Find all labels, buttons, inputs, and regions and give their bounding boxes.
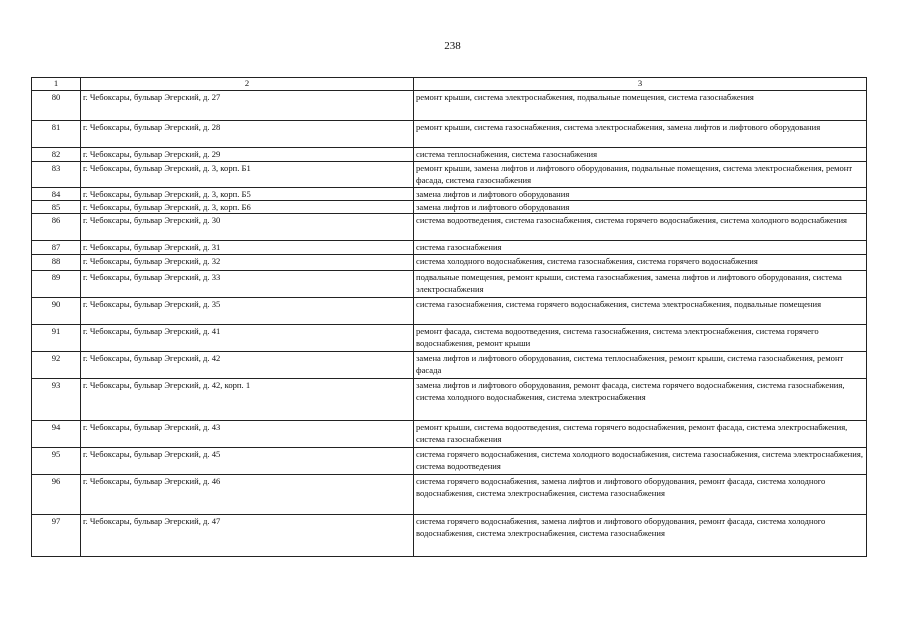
row-number-cell: 96 [32, 475, 81, 515]
address-cell: г. Чебоксары, бульвар Эгерский, д. 28 [81, 121, 414, 148]
address-cell: г. Чебоксары, бульвар Эгерский, д. 47 [81, 515, 414, 557]
address-cell: г. Чебоксары, бульвар Эгерский, д. 42, корп. 1 [81, 379, 414, 421]
column-header-address: 2 [81, 78, 414, 91]
row-number-cell: 93 [32, 379, 81, 421]
works-cell: система теплоснабжения, система газоснабжения [414, 148, 867, 162]
table-row [32, 475, 867, 515]
row-number-cell: 88 [32, 255, 81, 271]
page-number: 238 [444, 40, 461, 52]
row-number-cell: 94 [32, 421, 81, 448]
row-number-cell: 84 [32, 188, 81, 201]
address-cell: г. Чебоксары, бульвар Эгерский, д. 30 [81, 214, 414, 241]
address-cell: г. Чебоксары, бульвар Эгерский, д. 31 [81, 241, 414, 255]
row-number-cell: 80 [32, 91, 81, 121]
address-cell: г. Чебоксары, бульвар Эгерский, д. 46 [81, 475, 414, 515]
row-number-cell: 82 [32, 148, 81, 162]
row-number-cell: 92 [32, 352, 81, 379]
table-row [32, 214, 867, 241]
works-cell: система газоснабжения [414, 241, 867, 255]
address-cell: г. Чебоксары, бульвар Эгерский, д. 41 [81, 325, 414, 352]
row-number-cell: 97 [32, 515, 81, 557]
row-number-cell: 87 [32, 241, 81, 255]
works-cell: система горячего водоснабжения, замена лифтов и лифтового оборудования, ремонт фасада, система холодного водоснабжения, система электроснабжения, система газоснабжения [414, 475, 867, 515]
row-number-cell: 91 [32, 325, 81, 352]
works-cell: ремонт крыши, система водоотведения, система горячего водоснабжения, ремонт фасада, система электроснабжения, система газоснабжения [414, 421, 867, 448]
works-cell: ремонт крыши, замена лифтов и лифтового оборудования, подвальные помещения, система электроснабжения, ремонт фасада, система газоснабжения [414, 162, 867, 188]
table-row [32, 241, 867, 255]
table-row [32, 271, 867, 298]
address-cell: г. Чебоксары, бульвар Эгерский, д. 3, корп. Б1 [81, 162, 414, 188]
address-cell: г. Чебоксары, бульвар Эгерский, д. 35 [81, 298, 414, 325]
address-cell: г. Чебоксары, бульвар Эгерский, д. 3, корп. Б5 [81, 188, 414, 201]
works-cell: подвальные помещения, ремонт крыши, система газоснабжения, замена лифтов и лифтового оборудования, система электроснабжения [414, 271, 867, 298]
column-header-works: 3 [414, 78, 867, 91]
table-row [32, 448, 867, 475]
row-number-cell: 89 [32, 271, 81, 298]
address-cell: г. Чебоксары, бульвар Эгерский, д. 45 [81, 448, 414, 475]
works-cell: замена лифтов и лифтового оборудования, система теплоснабжения, ремонт крыши, система газоснабжения, ремонт фасада [414, 352, 867, 379]
row-number-cell: 95 [32, 448, 81, 475]
works-cell: система газоснабжения, система горячего водоснабжения, система электроснабжения, подвальные помещения [414, 298, 867, 325]
table-header [32, 78, 867, 91]
table-row [32, 298, 867, 325]
table-row [32, 421, 867, 448]
works-cell: система холодного водоснабжения, система газоснабжения, система горячего водоснабжения [414, 255, 867, 271]
address-cell: г. Чебоксары, бульвар Эгерский, д. 32 [81, 255, 414, 271]
table-row [32, 515, 867, 557]
table-row [32, 352, 867, 379]
works-cell: ремонт крыши, система газоснабжения, система электроснабжения, замена лифтов и лифтового оборудования [414, 121, 867, 148]
address-cell: г. Чебоксары, бульвар Эгерский, д. 43 [81, 421, 414, 448]
works-cell: ремонт крыши, система электроснабжения, подвальные помещения, система газоснабжения [414, 91, 867, 121]
table-row [32, 201, 867, 214]
table-row [32, 255, 867, 271]
table-row [32, 325, 867, 352]
column-header-number: 1 [32, 78, 81, 91]
works-cell: система водоотведения, система газоснабжения, система горячего водоснабжения, система холодного водоснабжения [414, 214, 867, 241]
works-cell: замена лифтов и лифтового оборудования [414, 201, 867, 214]
registry-table [31, 77, 867, 557]
table-row [32, 121, 867, 148]
header-row [32, 78, 867, 91]
address-cell: г. Чебоксары, бульвар Эгерский, д. 33 [81, 271, 414, 298]
table-row [32, 379, 867, 421]
works-cell: система горячего водоснабжения, система холодного водоснабжения, система газоснабжения, система электроснабжения, система водоотведения [414, 448, 867, 475]
table-row [32, 91, 867, 121]
works-cell: замена лифтов и лифтового оборудования [414, 188, 867, 201]
table-body [32, 91, 867, 557]
address-cell: г. Чебоксары, бульвар Эгерский, д. 3, корп. Б6 [81, 201, 414, 214]
works-cell: замена лифтов и лифтового оборудования, ремонт фасада, система горячего водоснабжения, система газоснабжения, система холодного водоснабжения, система электроснабжения [414, 379, 867, 421]
row-number-cell: 81 [32, 121, 81, 148]
table-row [32, 162, 867, 188]
row-number-cell: 85 [32, 201, 81, 214]
works-cell: ремонт фасада, система водоотведения, система газоснабжения, система электроснабжения, система горячего водоснабжения, ремонт крыши [414, 325, 867, 352]
row-number-cell: 83 [32, 162, 81, 188]
works-cell: система горячего водоснабжения, замена лифтов и лифтового оборудования, ремонт фасада, система холодного водоснабжения, система электроснабжения, система газоснабжения [414, 515, 867, 557]
address-cell: г. Чебоксары, бульвар Эгерский, д. 27 [81, 91, 414, 121]
table-row [32, 148, 867, 162]
table-row [32, 188, 867, 201]
address-cell: г. Чебоксары, бульвар Эгерский, д. 29 [81, 148, 414, 162]
address-cell: г. Чебоксары, бульвар Эгерский, д. 42 [81, 352, 414, 379]
row-number-cell: 86 [32, 214, 81, 241]
row-number-cell: 90 [32, 298, 81, 325]
